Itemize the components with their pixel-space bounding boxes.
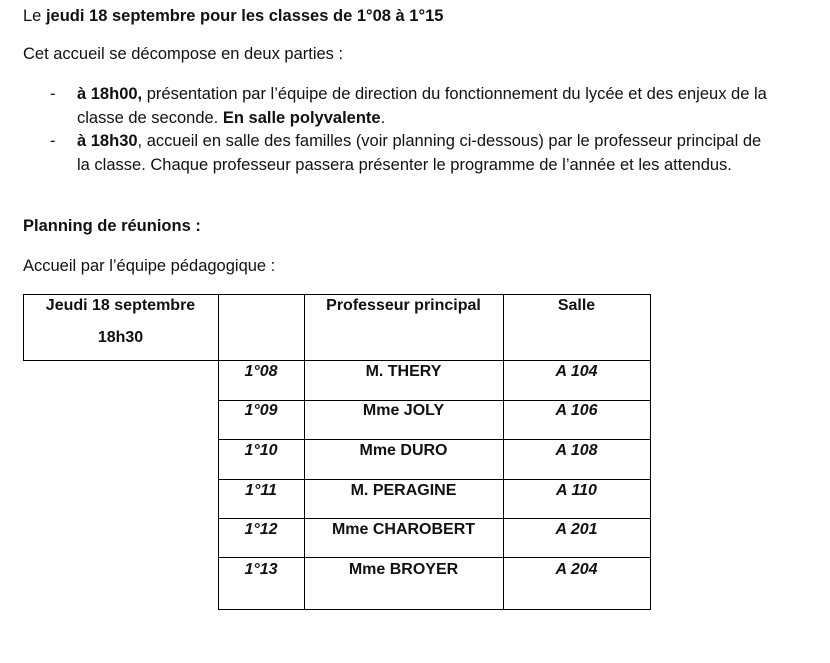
header-date: Jeudi 18 septembre (45, 297, 196, 314)
row-prof: Mme BROYER (348, 561, 459, 578)
row-classe: 1°11 (245, 482, 277, 499)
header-prof: Professeur principal (326, 297, 481, 314)
row-prof: Mme DURO (359, 442, 448, 459)
header-room: Salle (557, 297, 596, 314)
row-salle: A 201 (555, 521, 598, 538)
row-salle: A 104 (555, 363, 598, 380)
row-salle: A 108 (555, 442, 598, 459)
bullet-1-end: . (380, 108, 386, 127)
row-classe: 1°08 (244, 363, 278, 380)
planning-subtitle: Accueil par l’équipe pédagogique : (23, 257, 276, 275)
bullet-2-bold: à 18h30 (77, 132, 138, 150)
row-prof: M. PERAGINE (350, 482, 457, 499)
bullet-dash-1: - (50, 85, 56, 103)
planning-title: Planning de réunions : (23, 217, 201, 235)
bullet-1-bold2: En salle polyvalente (222, 108, 381, 127)
header-time: 18h30 (97, 329, 144, 346)
bullet-1-text: présentation par l’équipe de direction du fonctionnement du lycée et des enjeux de la classe de seconde. (77, 85, 767, 127)
row-classe: 1°09 (244, 402, 278, 419)
row-salle: A 204 (555, 561, 598, 578)
heading-bold: jeudi 18 septembre pour les classes de 1°08 à 1°15 (45, 7, 444, 25)
document-heading (23, 7, 443, 26)
row-salle: A 110 (556, 482, 597, 499)
row-prof: M. THERY (365, 363, 442, 380)
bullet-dash-2: - (50, 132, 56, 150)
intro-text: Cet accueil se décompose en deux parties : (23, 45, 344, 63)
row-classe: 1°10 (244, 442, 278, 459)
heading-prefix: Le (23, 7, 46, 25)
row-salle: A 106 (555, 402, 598, 419)
bullet-1 (77, 83, 777, 130)
row-classe: 1°13 (244, 561, 278, 578)
row-classe: 1°12 (244, 521, 278, 538)
bullet-2-text: , accueil en salle des familles (voir planning ci-dessous) par le professeur principal de la classe. Chaque professeur passera présenter le programme de l’année et les attendus. (77, 132, 762, 174)
bullet-1-bold: à 18h00, (77, 85, 143, 103)
row-prof: Mme CHAROBERT (331, 521, 476, 538)
row-prof: Mme JOLY (362, 402, 445, 419)
bullet-2 (77, 130, 777, 177)
